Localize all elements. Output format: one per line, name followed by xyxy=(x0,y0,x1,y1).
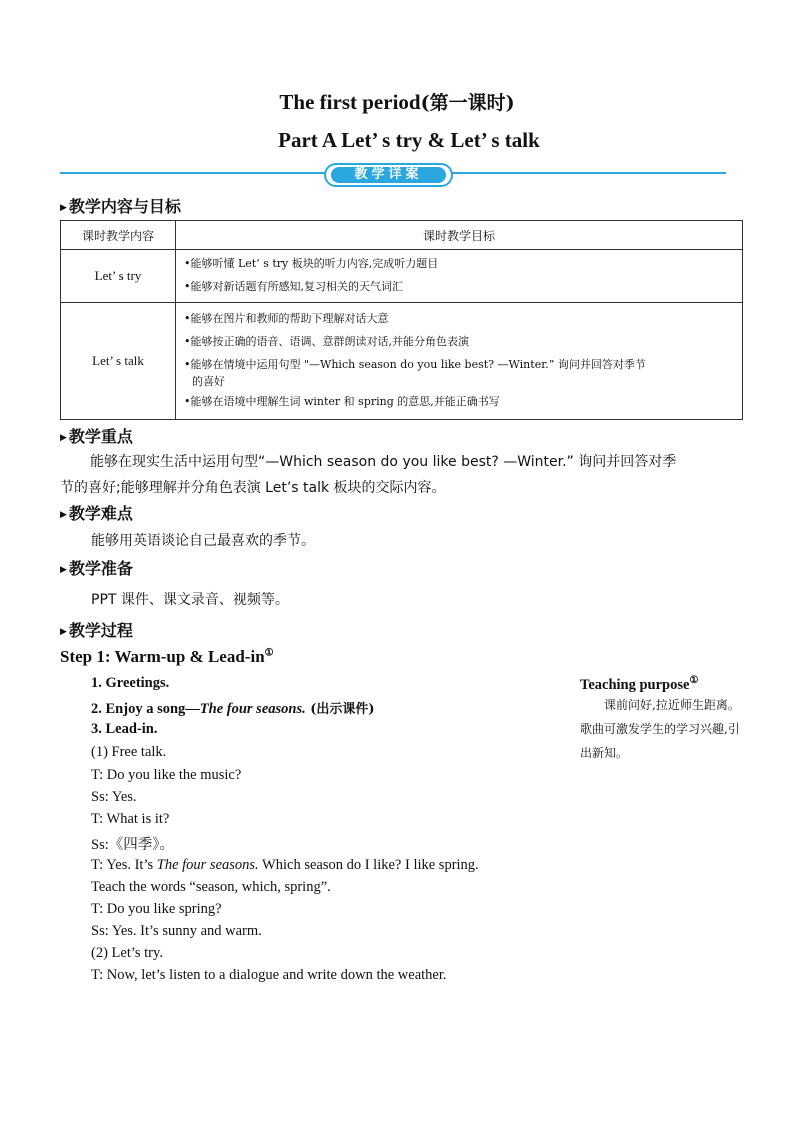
section-heading-process: ▶ 教学过程 xyxy=(60,621,133,640)
title-english: The first period xyxy=(279,90,421,114)
dialogue-line: T: Now, let’s listen to a dialogue and write down the weather. xyxy=(91,967,447,983)
table-cell-goals xyxy=(176,250,743,303)
footnote-mark: ① xyxy=(264,647,274,659)
section-heading-key-points: ▶ 教学重点 xyxy=(60,427,133,446)
triangle-bullet-icon: ▶ xyxy=(60,627,67,637)
triangle-bullet-icon: ▶ xyxy=(60,565,67,575)
triangle-bullet-icon: ▶ xyxy=(60,433,67,443)
step-item-lead-in: 3. Lead-in. xyxy=(91,721,158,737)
triangle-bullet-icon: ▶ xyxy=(60,510,67,520)
difficulties-text: 能够用英语谈论自己最喜欢的季节。 xyxy=(91,533,315,549)
title-chinese: (第一课时) xyxy=(420,92,515,114)
teaching-purpose-title: Teaching purpose① xyxy=(580,675,699,693)
teaching-purpose-text: 课前问好,拉近师生距离。歌曲可激发学生的学习兴趣,引出新知。 xyxy=(580,698,740,760)
dialogue-line: (1) Free talk. xyxy=(91,744,167,760)
goal-item: •能够在图片和教师的帮助下理解对话大意 xyxy=(184,312,389,325)
goal-item: •能够在语境中理解生词 winter 和 spring 的意思,并能正确书写 xyxy=(184,395,500,408)
dialogue-line: T: Yes. It’s The four seasons. Which season do I like? I like spring. xyxy=(91,857,479,873)
dialogue-line: T: Do you like spring? xyxy=(91,901,222,917)
goal-item: •能够听懂 Let’ s try 板块的听力内容,完成听力题目 xyxy=(184,257,439,270)
table-header-goals: 课时教学目标 xyxy=(176,221,743,250)
page-subtitle: Part A Let’ s try & Let’ s talk xyxy=(278,128,540,152)
dialogue-line: Teach the words “season, which, spring”. xyxy=(91,879,331,895)
triangle-bullet-icon: ▶ xyxy=(60,203,67,213)
table-cell-content: Let’ s try xyxy=(61,250,176,303)
dialogue-line: (2) Let’s try. xyxy=(91,945,163,961)
page-title xyxy=(0,88,794,115)
step-item-song: 2. Enjoy a song—The four seasons. (出示课件) xyxy=(91,701,375,717)
banner-badge xyxy=(324,163,453,187)
key-points-line-1: 能够在现实生活中运用句型“—Which season do you like best? —Winter.” 询问并回答对季 xyxy=(90,454,677,470)
goal-item: •能够对新话题有所感知,复习相关的天气词汇 xyxy=(184,280,403,293)
step-item-greetings: 1. Greetings. xyxy=(91,675,170,691)
table-cell-content: Let’ s talk xyxy=(61,303,176,420)
section-heading-content-goals: ▶ 教学内容与目标 xyxy=(60,197,181,216)
table-header-content: 课时教学内容 xyxy=(61,221,176,250)
goal-item-continuation: 的喜好 xyxy=(192,375,225,388)
dialogue-line: Ss:《四季》。 xyxy=(91,837,174,853)
step-1-heading: Step 1: Warm-up & Lead-in① xyxy=(60,647,274,666)
goal-item: •能够按正确的语音、语调、意群朗读对话,并能分角色表演 xyxy=(184,335,469,348)
key-points-line-2: 节的喜好;能够理解并分角色表演 Let’s talk 板块的交际内容。 xyxy=(60,480,446,496)
section-heading-preparation: ▶ 教学准备 xyxy=(60,559,133,578)
banner-label: 教学详案 xyxy=(331,167,446,183)
table-cell-goals xyxy=(176,303,743,420)
dialogue-line: Ss: Yes. xyxy=(91,789,137,805)
dialogue-line: T: Do you like the music? xyxy=(91,767,242,783)
dialogue-line: T: What is it? xyxy=(91,811,170,827)
dialogue-line: Ss: Yes. It’s sunny and warm. xyxy=(91,923,262,939)
table-row xyxy=(61,250,743,303)
footnote-mark: ① xyxy=(689,675,699,686)
goals-table xyxy=(60,220,743,420)
table-header-row xyxy=(61,221,743,250)
table-row xyxy=(61,303,743,420)
section-heading-difficulties: ▶ 教学难点 xyxy=(60,504,133,523)
preparation-text: PPT 课件、课文录音、视频等。 xyxy=(91,592,289,608)
goal-item: •能够在情境中运用句型 "—Which season do you like best? —Winter.” 询问并回答对季节 xyxy=(184,358,646,371)
